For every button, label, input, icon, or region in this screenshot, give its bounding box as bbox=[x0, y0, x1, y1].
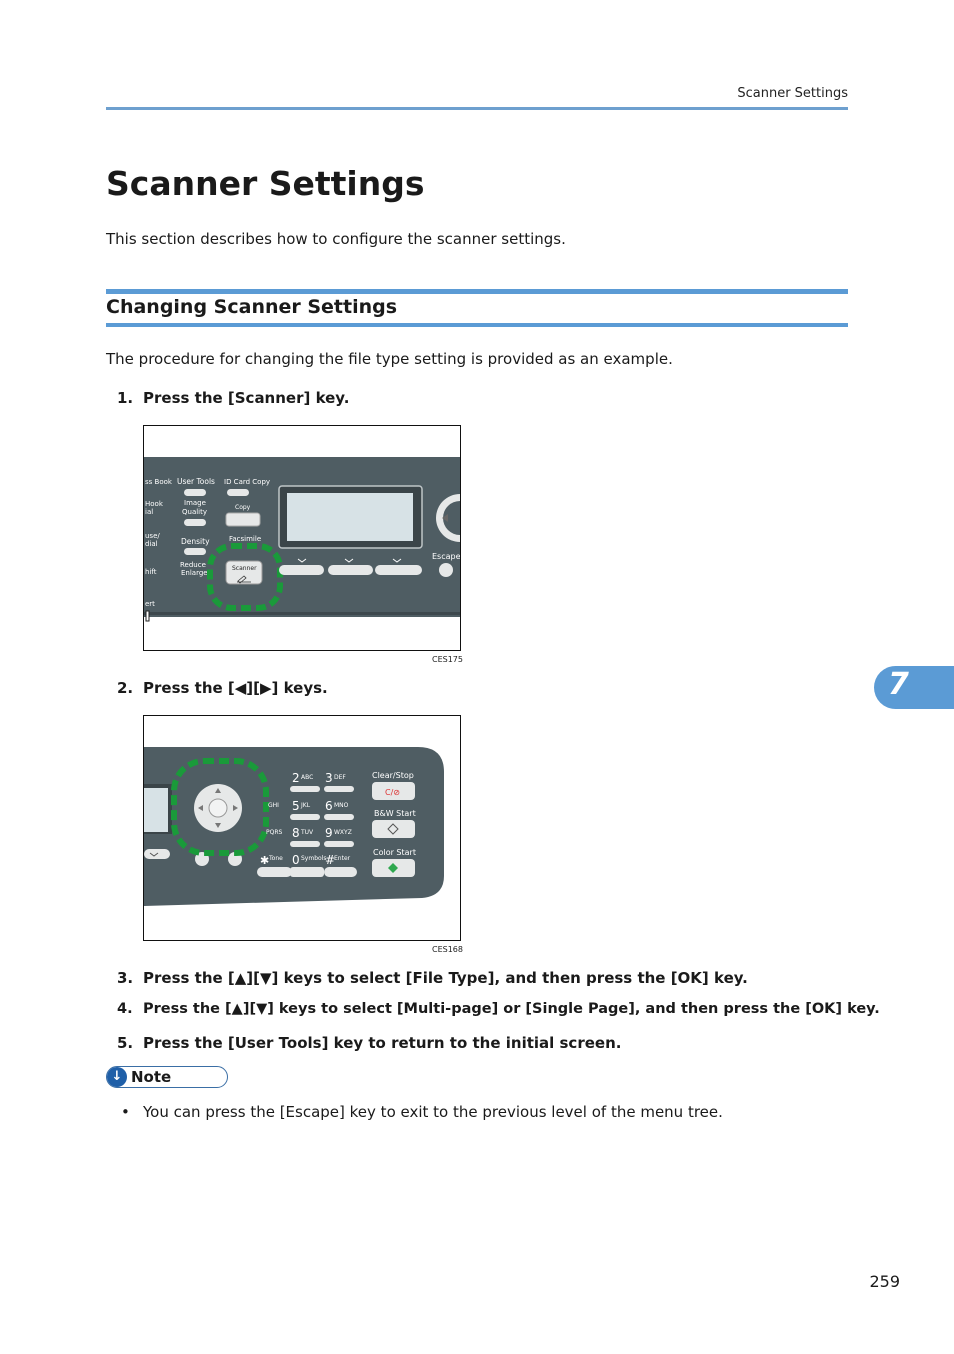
step-5 bbox=[117, 1034, 621, 1052]
bw-start-key bbox=[372, 820, 415, 838]
lcd-screen bbox=[287, 493, 413, 541]
chapter-tab bbox=[874, 666, 954, 709]
key-8-label: 8 bbox=[292, 826, 300, 840]
lcd-screen-partial bbox=[144, 788, 168, 832]
soft-key-3 bbox=[375, 565, 422, 575]
image-quality-key bbox=[184, 519, 206, 526]
bullet-icon: • bbox=[121, 1103, 130, 1121]
label-color-start: Color Start bbox=[373, 848, 416, 857]
user-tools-key bbox=[184, 489, 206, 496]
chapter-number: 7 bbox=[888, 667, 909, 702]
page-title: Scanner Settings bbox=[106, 164, 425, 203]
key-9 bbox=[324, 841, 354, 847]
label-copy: Copy bbox=[235, 504, 251, 511]
label-pause-redial-1: use/ bbox=[145, 532, 160, 540]
intro-text: This section describes how to configure the scanner settings. bbox=[106, 230, 566, 248]
label-image-quality-2: Quality bbox=[182, 508, 208, 516]
label-user-tools: User Tools bbox=[177, 477, 215, 486]
label-image-quality-1: Image bbox=[184, 499, 206, 507]
key-9-sub: WXYZ bbox=[334, 829, 352, 836]
section-title: Changing Scanner Settings bbox=[106, 296, 398, 318]
step-text: Press the [Scanner] key. bbox=[143, 389, 350, 407]
arrow-down-circle-icon: ↓ bbox=[107, 1067, 127, 1087]
copy-key bbox=[226, 513, 260, 526]
key-5 bbox=[290, 814, 320, 820]
key-hash-label: # bbox=[325, 853, 336, 867]
key-hash-sub: Enter bbox=[334, 855, 351, 862]
figure-scanner-key bbox=[143, 425, 461, 651]
clear-stop-icon: C/⊘ bbox=[385, 788, 400, 797]
ok-key bbox=[209, 799, 227, 817]
panel-edge-mark bbox=[146, 611, 149, 621]
note-item bbox=[121, 1103, 723, 1121]
label-reduce-enlarge-1: Reduce bbox=[180, 561, 206, 569]
key-2-sub: ABC bbox=[301, 774, 314, 781]
label-hook-dial-2: ial bbox=[145, 508, 154, 516]
step-text: Press the [User Tools] key to return to the initial screen. bbox=[143, 1034, 622, 1052]
key-3-sub: DEF bbox=[334, 774, 346, 781]
label-shift: hift bbox=[145, 568, 157, 576]
escape-key bbox=[439, 563, 453, 577]
running-header: Scanner Settings bbox=[737, 86, 848, 101]
label-escape: Escape bbox=[432, 552, 460, 561]
label-facsimile: Facsimile bbox=[229, 535, 262, 543]
key-star bbox=[257, 867, 292, 877]
note-badge bbox=[106, 1066, 228, 1088]
header-rule bbox=[106, 107, 848, 110]
key-2 bbox=[290, 786, 320, 792]
key-star-sub: Tone bbox=[269, 855, 283, 862]
label-reduce-enlarge-2: Enlarge bbox=[181, 569, 208, 577]
step-text: Press the [◀][▶] keys. bbox=[143, 679, 328, 697]
key-0 bbox=[290, 867, 324, 877]
step-number: 5. bbox=[117, 1034, 134, 1052]
key-0-label: 0 bbox=[292, 853, 300, 867]
id-card-copy-key bbox=[227, 489, 249, 496]
label-id-card-copy: ID Card Copy bbox=[224, 478, 271, 486]
label-density: Density bbox=[181, 537, 210, 546]
keypad-illustration bbox=[144, 716, 460, 940]
label-address-book: ss Book bbox=[145, 478, 172, 486]
step-text: Press the [▲][▼] keys to select [File Type], and then press the [OK] key. bbox=[143, 969, 748, 987]
key-5-label: 5 bbox=[292, 799, 300, 813]
step-number: 3. bbox=[117, 969, 134, 987]
step-number: 1. bbox=[117, 389, 134, 407]
step-2 bbox=[117, 679, 328, 697]
section-paragraph: The procedure for changing the file type setting is provided as an example. bbox=[106, 350, 673, 368]
note-label: Note bbox=[131, 1068, 172, 1086]
key-9-label: 9 bbox=[325, 826, 333, 840]
key-0-sub: Symbols bbox=[301, 855, 327, 862]
key-6 bbox=[324, 814, 354, 820]
density-key bbox=[184, 548, 206, 555]
step-number: 2. bbox=[117, 679, 134, 697]
key-7-sub: PQRS bbox=[266, 829, 283, 836]
figure-code: CES168 bbox=[432, 945, 463, 954]
label-clear-stop: Clear/Stop bbox=[372, 771, 414, 780]
key-4-sub: GHI bbox=[268, 802, 279, 809]
key-2-label: 2 bbox=[292, 771, 300, 785]
key-5-sub: JKL bbox=[301, 802, 311, 809]
section-rule-bottom bbox=[106, 323, 848, 327]
key-6-label: 6 bbox=[325, 799, 333, 813]
control-panel-illustration bbox=[144, 426, 460, 650]
label-hook-dial-1: Hook bbox=[145, 500, 163, 508]
page-number: 259 bbox=[869, 1272, 900, 1291]
key-3 bbox=[324, 786, 354, 792]
key-star-label: ✱ bbox=[260, 854, 270, 867]
section-rule-top bbox=[106, 289, 848, 294]
figure-code: CES175 bbox=[432, 655, 463, 664]
key-hash bbox=[324, 867, 357, 877]
step-number: 4. bbox=[117, 1001, 133, 1017]
soft-key-2 bbox=[328, 565, 373, 575]
label-insert: ert bbox=[145, 600, 155, 608]
figure-navigation-keys bbox=[143, 715, 461, 941]
label-bw-start: B&W Start bbox=[374, 809, 416, 818]
step-text: Press the [▲][▼] keys to select [Multi-page] or [Single Page], and then press the [OK] key. bbox=[143, 1001, 880, 1017]
step-4 bbox=[117, 1001, 880, 1017]
key-8 bbox=[290, 841, 320, 847]
key-8-sub: TUV bbox=[301, 829, 314, 836]
note-text: You can press the [Escape] key to exit to the previous level of the menu tree. bbox=[143, 1103, 723, 1121]
step-3 bbox=[117, 969, 748, 987]
label-scanner: Scanner bbox=[232, 565, 257, 572]
key-3-label: 3 bbox=[325, 771, 333, 785]
key-6-sub: MNO bbox=[334, 802, 349, 809]
soft-key-1 bbox=[279, 565, 324, 575]
label-pause-redial-2: dial bbox=[145, 540, 158, 548]
step-1 bbox=[117, 389, 349, 407]
